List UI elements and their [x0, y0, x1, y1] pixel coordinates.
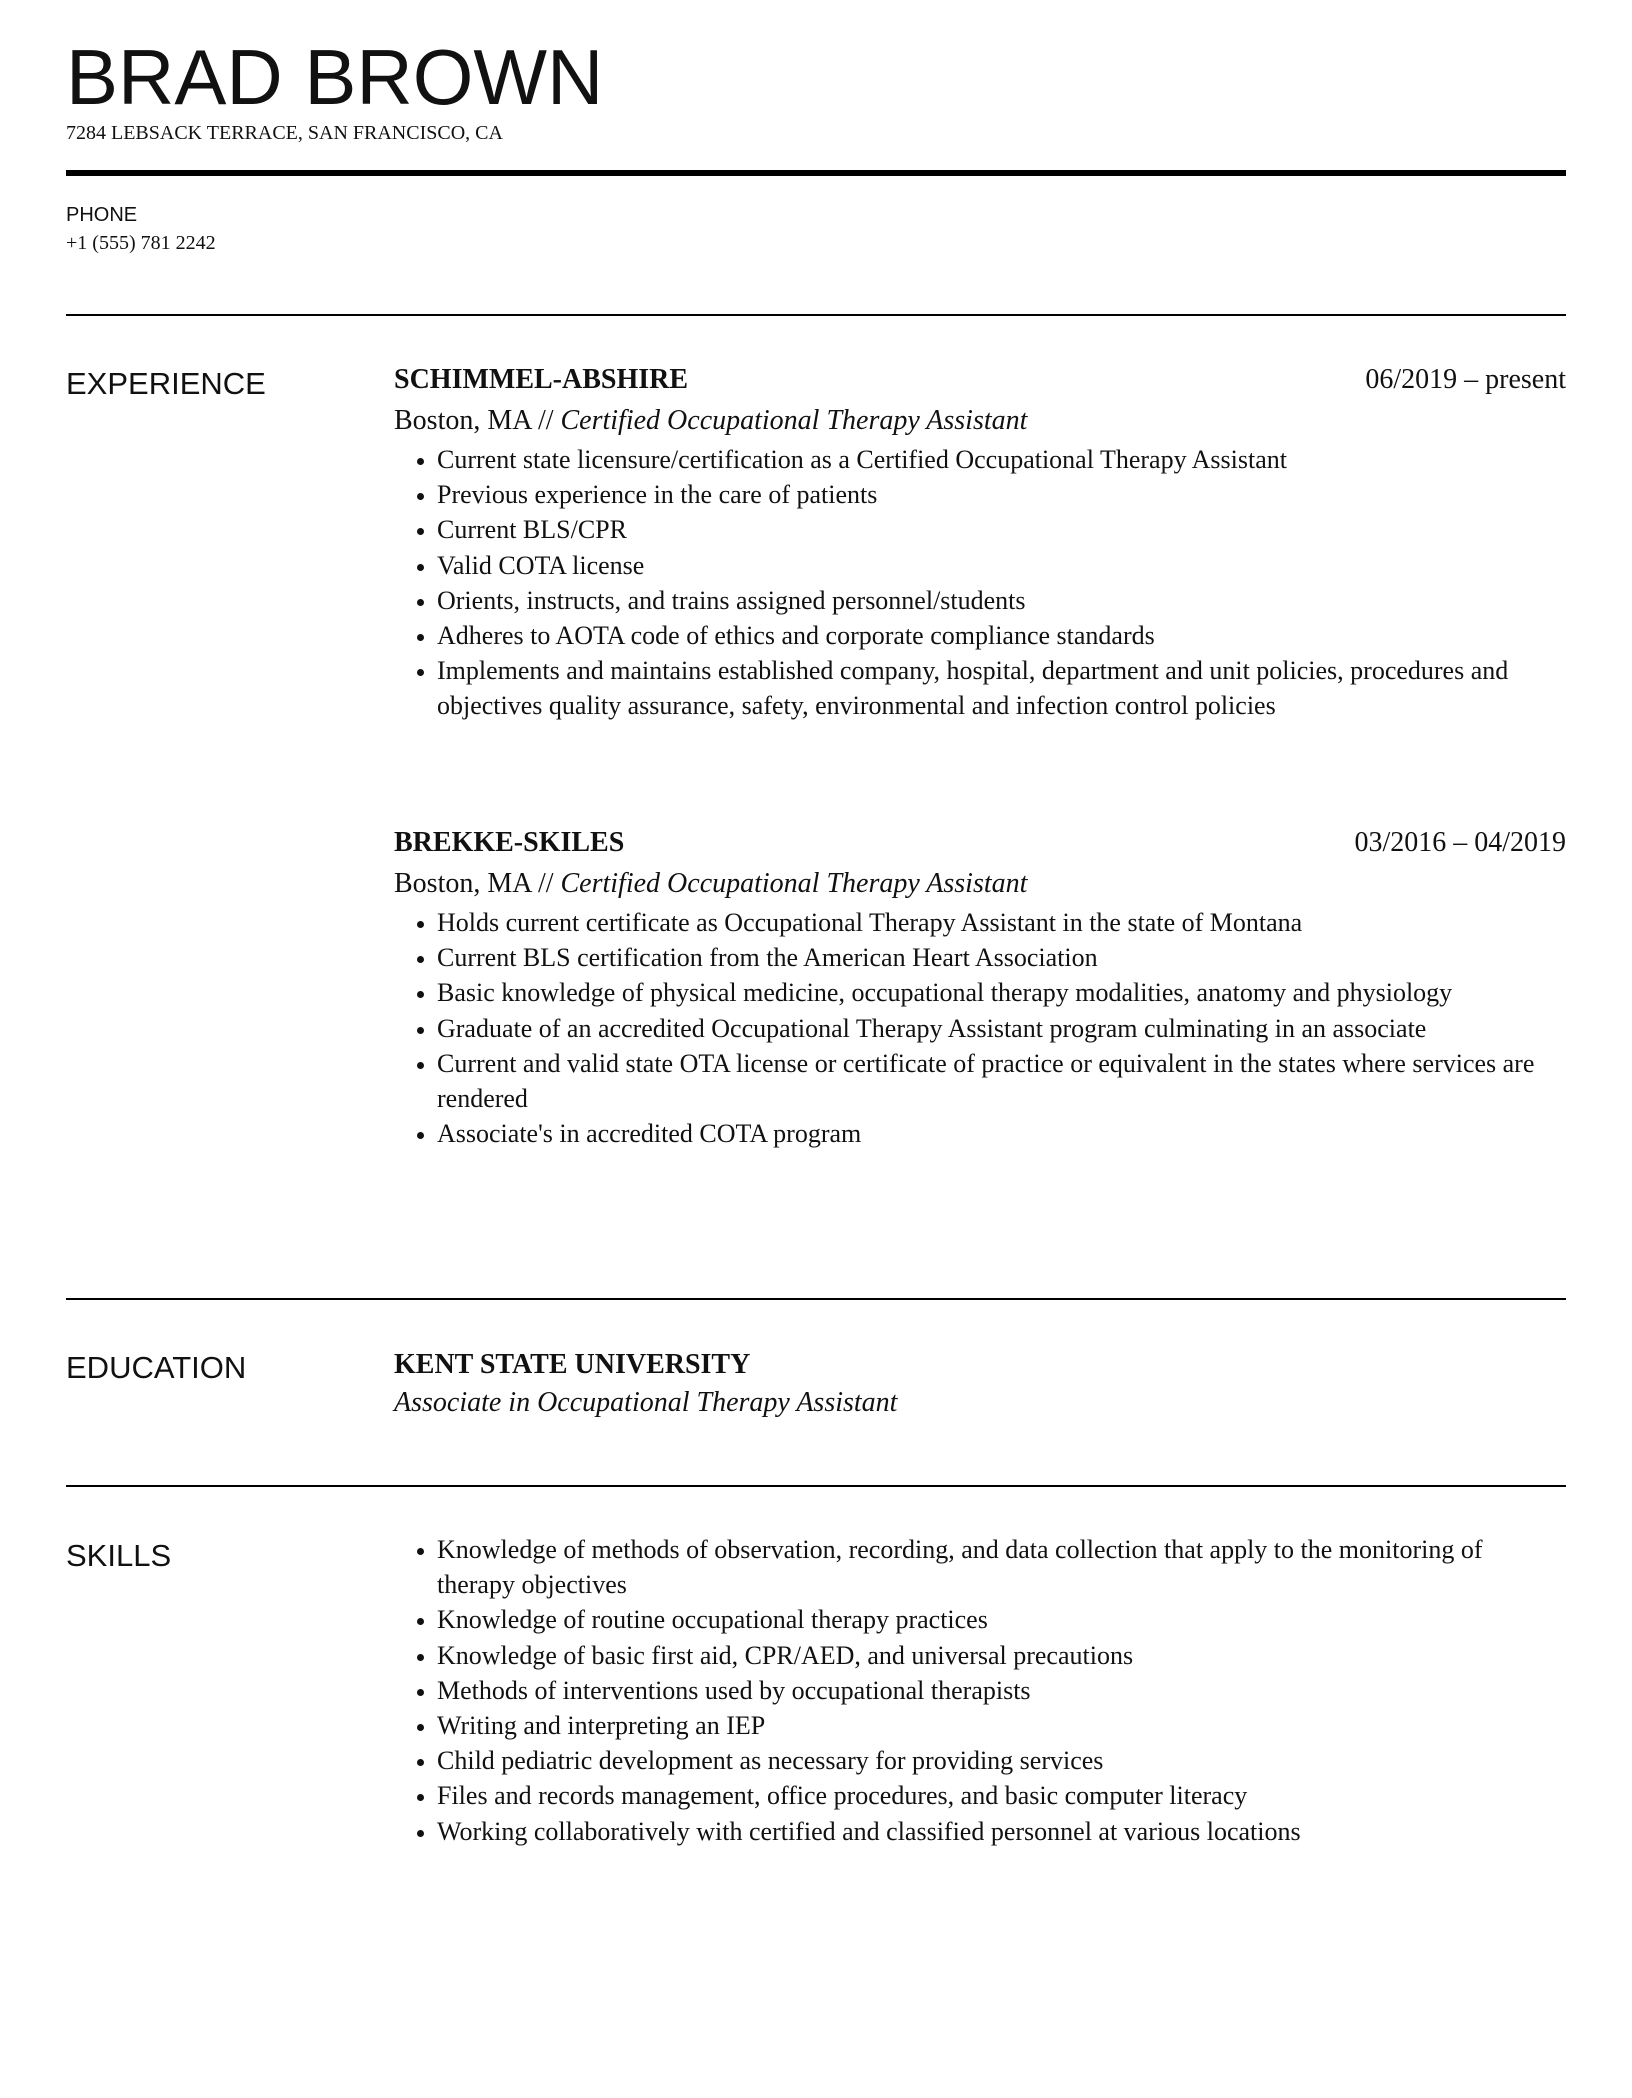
list-item: • Valid COTA license	[437, 548, 1566, 583]
list-item: • Methods of interventions used by occupational therapists	[437, 1673, 1566, 1708]
list-item: • Implements and maintains established company, hospital, department and unit policies, procedures and objectives quality assurance, safety, environmental and infection control policies	[437, 653, 1566, 723]
job-duties	[394, 442, 1566, 724]
skills-list-container	[394, 1532, 1566, 1849]
education-entry	[394, 1346, 1566, 1422]
list-item: • Adheres to AOTA code of ethics and corporate compliance standards	[437, 618, 1566, 653]
section-divider	[66, 314, 1566, 316]
job-location: Boston, MA	[394, 405, 531, 436]
degree: Associate in Occupational Therapy Assistant	[394, 1387, 898, 1418]
list-item: • Current and valid state OTA license or certificate of practice or equivalent in the states where services are rendered	[437, 1046, 1566, 1116]
list-item: • Previous experience in the care of patients	[437, 477, 1566, 512]
job-entry	[394, 364, 1566, 724]
job-entry	[394, 827, 1566, 1151]
list-item: • Orients, instructs, and trains assigned personnel/students	[437, 583, 1566, 618]
list-item: • Current state licensure/certification as a Certified Occupational Therapy Assistant	[437, 442, 1566, 477]
list-item: • Files and records management, office procedures, and basic computer literacy	[437, 1778, 1566, 1813]
job-dates: 03/2016 – 04/2019	[1354, 827, 1566, 858]
section-divider	[66, 1485, 1566, 1487]
job-header	[394, 827, 1566, 865]
company-name: SCHIMMEL-ABSHIRE	[394, 364, 689, 395]
list-item: • Associate's in accredited COTA program	[437, 1116, 1566, 1151]
list-item: • Child pediatric development as necessary for providing services	[437, 1743, 1566, 1778]
list-item: • Knowledge of routine occupational therapy practices	[437, 1602, 1566, 1637]
candidate-name: BRAD BROWN	[66, 33, 604, 121]
company-name: BREKKE-SKILES	[394, 827, 625, 858]
job-subline	[394, 865, 1566, 903]
experience-heading: EXPERIENCE	[66, 366, 266, 401]
job-role: Certified Occupational Therapy Assistant	[560, 868, 1028, 899]
list-item: • Working collaboratively with certified and classified personnel at various locations	[437, 1814, 1566, 1849]
list-item: • Holds current certificate as Occupational Therapy Assistant in the state of Montana	[437, 905, 1566, 940]
skills-list	[394, 1532, 1566, 1849]
list-item: • Basic knowledge of physical medicine, occupational therapy modalities, anatomy and physiology	[437, 975, 1566, 1010]
school-name: KENT STATE UNIVERSITY	[394, 1349, 751, 1380]
header-divider	[66, 170, 1566, 176]
job-separator: //	[530, 868, 561, 899]
list-item: • Knowledge of basic first aid, CPR/AED, and universal precautions	[437, 1638, 1566, 1673]
job-header	[394, 364, 1566, 402]
list-item: • Knowledge of methods of observation, recording, and data collection that apply to the monitoring of therapy objectives	[437, 1532, 1566, 1602]
phone-label: PHONE	[66, 204, 138, 226]
job-dates: 06/2019 – present	[1365, 364, 1566, 395]
job-separator: //	[530, 405, 561, 436]
list-item: • Current BLS/CPR	[437, 512, 1566, 547]
phone-number: +1 (555) 781 2242	[66, 232, 216, 254]
education-heading: EDUCATION	[66, 1350, 247, 1385]
job-subline	[394, 402, 1566, 440]
job-role: Certified Occupational Therapy Assistant	[560, 405, 1028, 436]
list-item: • Current BLS certification from the American Heart Association	[437, 940, 1566, 975]
section-divider	[66, 1298, 1566, 1300]
list-item: • Writing and interpreting an IEP	[437, 1708, 1566, 1743]
skills-heading: SKILLS	[66, 1538, 172, 1573]
job-duties	[394, 905, 1566, 1151]
list-item: • Graduate of an accredited Occupational Therapy Assistant program culminating in an associate	[437, 1011, 1566, 1046]
job-location: Boston, MA	[394, 868, 531, 899]
address: 7284 LEBSACK TERRACE, SAN FRANCISCO, CA	[66, 122, 503, 144]
